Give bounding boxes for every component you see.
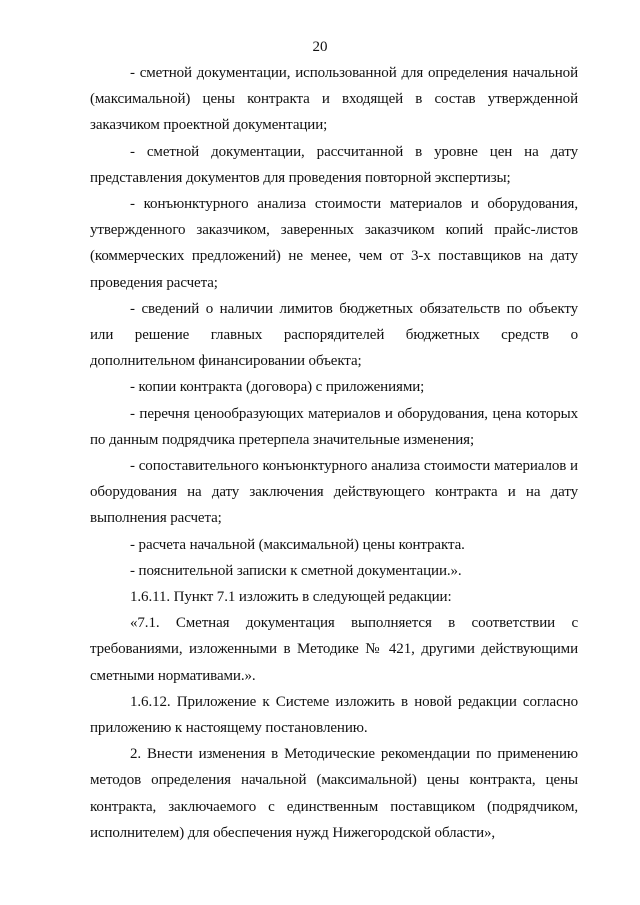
paragraph-estimate-docs-initial-price: - сметной документации, использованной для определения начальной (максимальной) цены контракта и входящей в состав утвержденной заказчиком проектной документации; bbox=[90, 65, 578, 134]
paragraph-item-1-6-11: 1.6.11. Пункт 7.1 изложить в следующей редакции: bbox=[130, 589, 452, 606]
paragraph-estimate-docs-repeat-expertise: - сметной документации, рассчитанной в уровне цен на дату представления документов для проведения повторной экспертизы; bbox=[90, 143, 578, 186]
page-number: 20 bbox=[312, 39, 328, 55]
paragraph-item-2: 2. Внести изменения в Методические рекомендации по применению методов определения начальной (максимальной) цены контракта, цены контракта, заключаемого с единственным поставщиком (подрядчиком, исполнителем) для обеспечения нужд Нижегородской области», bbox=[90, 746, 578, 841]
paragraph-budget-limits: - сведений о наличии лимитов бюджетных обязательств по объекту или решение главных распорядителей бюджетных средств о дополнительном финансировании объекта; bbox=[90, 300, 578, 370]
paragraph-comparative-analysis: - сопоставительного конъюнктурного анализа стоимости материалов и оборудования на дату заключения действующего контракта и на дату выполнения расчета; bbox=[90, 458, 578, 527]
paragraph-pricing-materials-list: - перечня ценообразующих материалов и оборудования, цена которых по данным подрядчика претерпела значительные изменения; bbox=[90, 405, 578, 448]
paragraph-explanatory-note: - пояснительной записки к сметной документации.». bbox=[130, 562, 462, 579]
document-body bbox=[90, 60, 578, 846]
paragraph-contract-copies: - копии контракта (договора) с приложениями; bbox=[130, 379, 425, 396]
paragraph-item-1-6-12: 1.6.12. Приложение к Системе изложить в новой редакции согласно приложению к настоящему постановлению. bbox=[90, 693, 578, 737]
paragraph-initial-price-calculation: - расчета начальной (максимальной) цены контракта. bbox=[130, 536, 465, 553]
paragraph-market-analysis: - конъюнктурного анализа стоимости материалов и оборудования, утвержденного заказчиком, заверенных заказчиком копий прайс-листов (коммерческих предложений) не менее, чем от 3-х поставщиков на дату проведения расчета; bbox=[90, 196, 578, 291]
paragraph-item-7-1: «7.1. Сметная документация выполняется в соответствии с требованиями, изложенными в Методике № 421, другими действующими сметными нормативами.». bbox=[90, 615, 578, 684]
